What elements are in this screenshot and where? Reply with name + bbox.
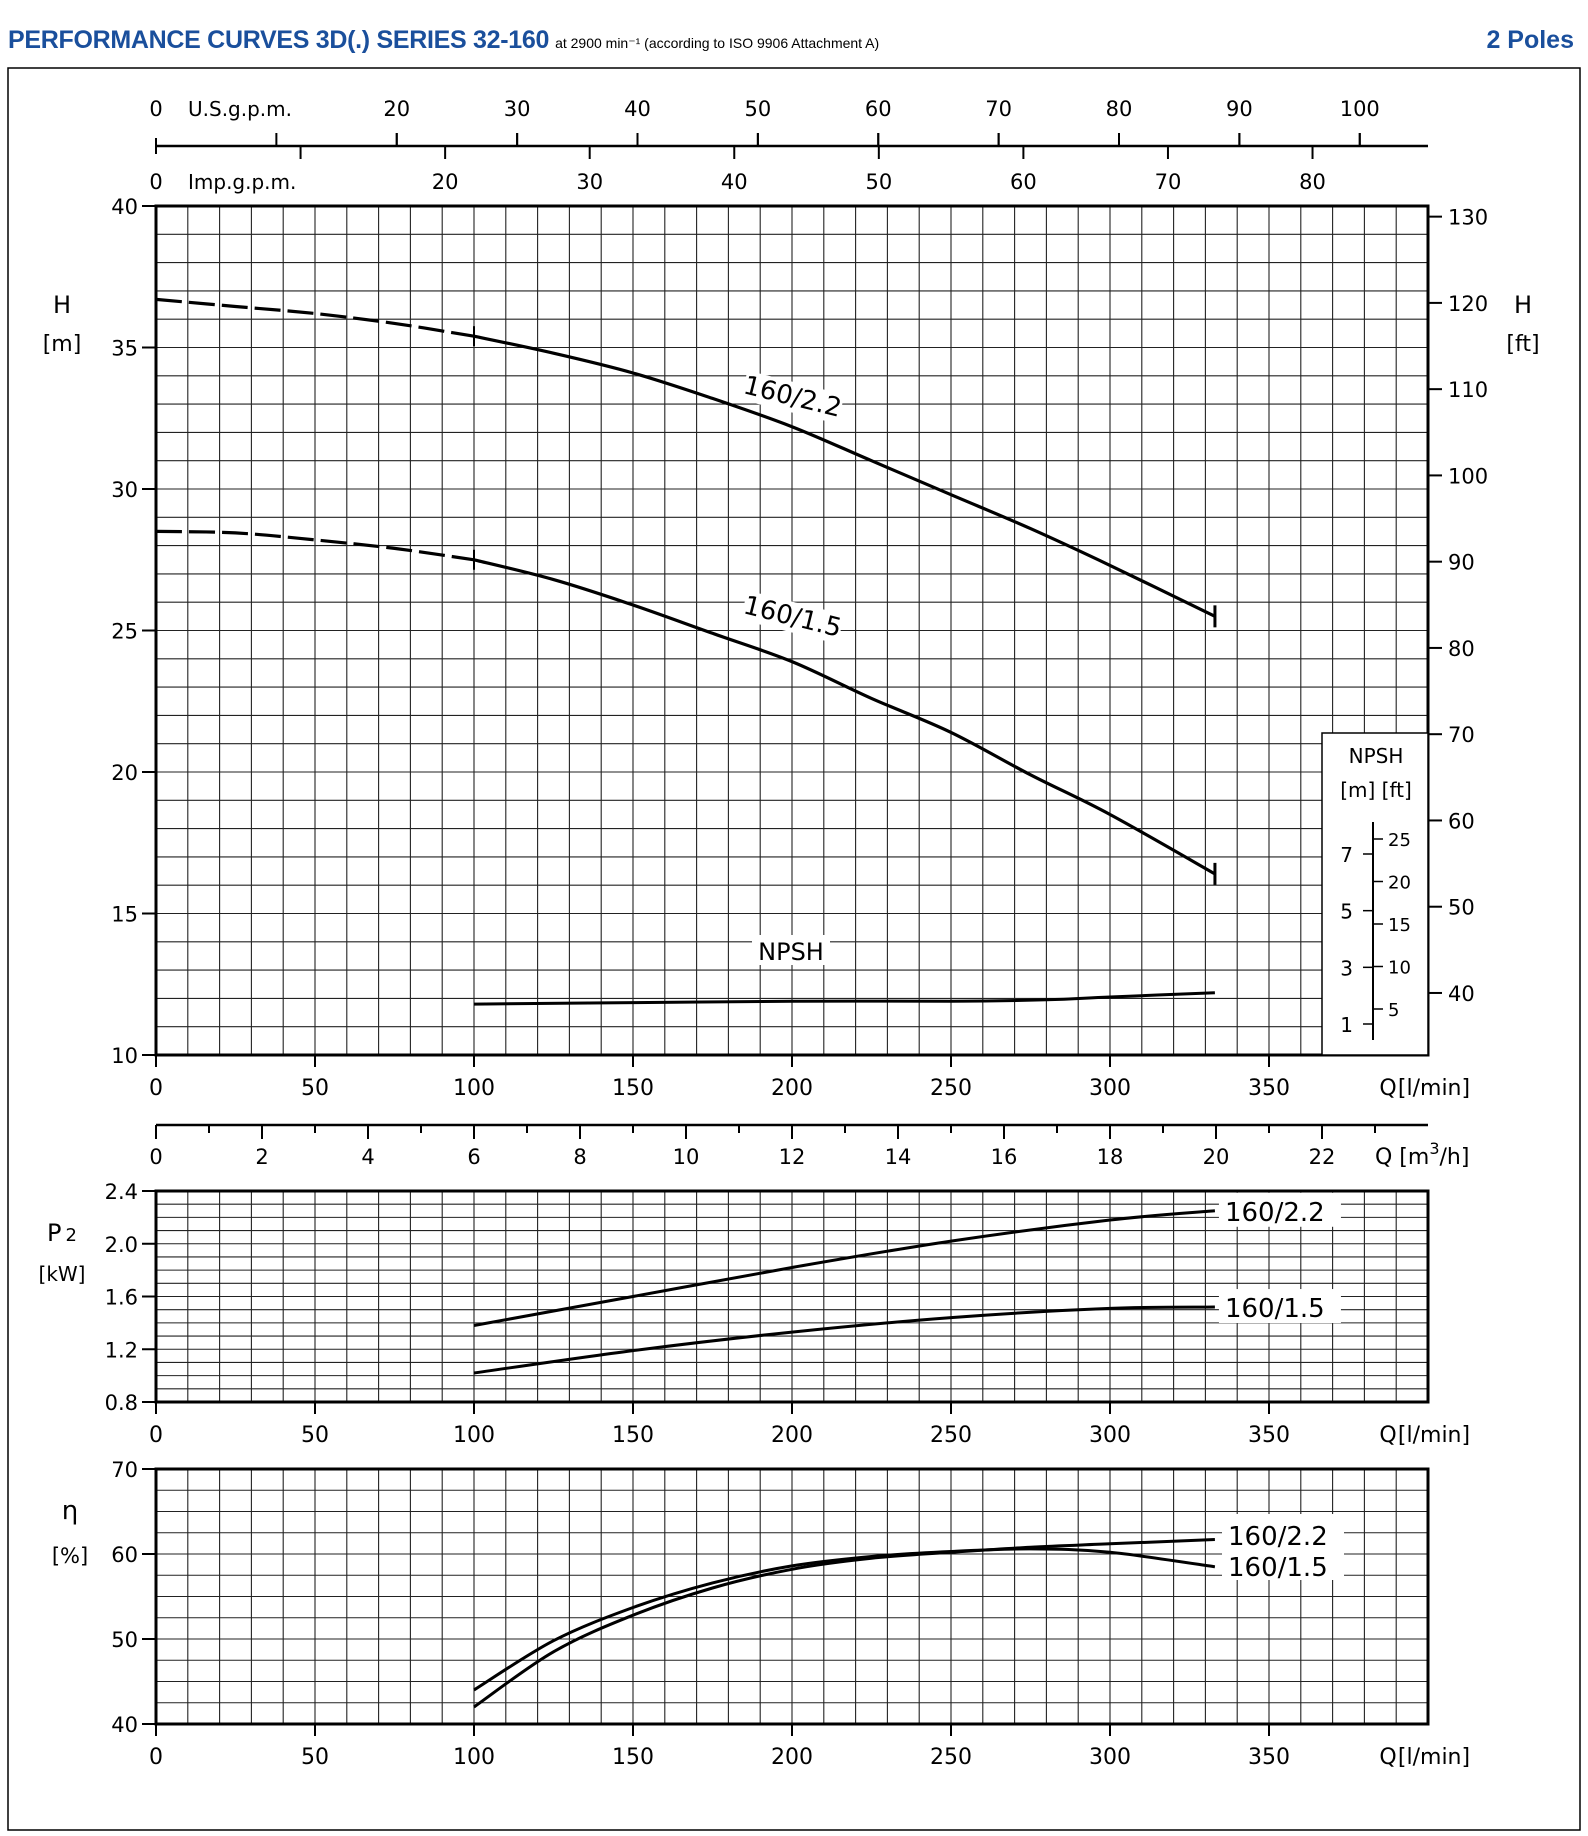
m3h-axis-label-tail: /h] — [1439, 1145, 1470, 1170]
efficiency-x-tick-label: 100 — [453, 1745, 495, 1770]
m3h-tick-label: 18 — [1096, 1145, 1124, 1169]
head-right-tick-label: 110 — [1448, 378, 1489, 403]
power-x-tick-label: 0 — [149, 1423, 163, 1448]
efficiency-x-tick-label: 0 — [149, 1745, 163, 1770]
head-right-tick-label: 80 — [1448, 636, 1475, 661]
head-right-tick-label: 100 — [1448, 464, 1489, 489]
usgpm-tick-label: 50 — [744, 97, 772, 121]
power-y-axis-label-sub: 2 — [65, 1225, 77, 1246]
m3h-tick-label: 22 — [1308, 1145, 1336, 1169]
impgpm-tick-label: 40 — [720, 170, 748, 194]
npsh-m-tick-label: 1 — [1340, 1013, 1353, 1037]
head-x-tick-label: 150 — [612, 1076, 654, 1101]
m3h-tick-label: 4 — [361, 1145, 375, 1169]
efficiency-y-axis-unit: [%] — [51, 1544, 89, 1568]
head-right-tick-label: 50 — [1448, 895, 1475, 920]
head-right-tick-label: 40 — [1448, 981, 1475, 1006]
impgpm-tick-label: 20 — [431, 170, 459, 194]
m3h-tick-label: 0 — [149, 1145, 163, 1169]
head-right-tick-label: 60 — [1448, 809, 1475, 834]
power-y-axis-label-base: P — [47, 1219, 62, 1247]
head-y-tick-label: 35 — [111, 336, 138, 361]
impgpm-tick-label: 60 — [1010, 170, 1037, 194]
power-x-tick-label: 200 — [771, 1423, 813, 1448]
impgpm-tick-label: 70 — [1154, 170, 1182, 194]
efficiency-curve-1 — [474, 1549, 1215, 1690]
head-right-axis-label: H — [1513, 291, 1533, 319]
head-right-tick-label: 120 — [1448, 291, 1489, 316]
power-x-axis-unit: [l/min] — [1397, 1423, 1471, 1448]
efficiency-y-tick-label: 50 — [111, 1628, 138, 1652]
power-y-tick-label: 1.2 — [104, 1338, 138, 1363]
npsh-legend-units: [m] [ft] — [1340, 778, 1412, 802]
efficiency-y-tick-label: 60 — [111, 1543, 138, 1567]
head-right-axis-unit: [ft] — [1506, 332, 1540, 357]
head-x-tick-label: 200 — [771, 1076, 813, 1101]
head-x-axis-unit: [l/min] — [1397, 1076, 1471, 1101]
head-right-tick-label: 70 — [1448, 723, 1475, 748]
usgpm-tick-label: 0 — [149, 97, 163, 121]
power-x-tick-label: 300 — [1089, 1423, 1131, 1448]
efficiency-y-axis-label: η — [61, 1496, 79, 1526]
m3h-tick-label: 20 — [1202, 1145, 1230, 1169]
power-y-tick-label: 1.6 — [104, 1285, 138, 1310]
head-y-tick-label: 20 — [111, 761, 138, 785]
efficiency-x-axis-label: Q — [1379, 1745, 1397, 1770]
npsh-m-tick-label: 3 — [1340, 956, 1353, 981]
npsh-ft-tick-label: 5 — [1388, 1000, 1400, 1021]
efficiency-y-tick-label: 70 — [111, 1458, 138, 1482]
head-x-tick-label: 100 — [453, 1076, 495, 1101]
m3h-tick-label: 10 — [672, 1145, 700, 1169]
efficiency-curve-label: 160/1.5 — [1228, 1553, 1328, 1583]
efficiency-x-tick-label: 150 — [612, 1745, 654, 1770]
efficiency-x-axis-unit: [l/min] — [1397, 1745, 1471, 1770]
power-x-tick-label: 50 — [301, 1423, 329, 1448]
efficiency-x-tick-label: 350 — [1248, 1745, 1290, 1770]
head-label-160-1_5: 160/1.5 — [740, 590, 845, 644]
chart-title: PERFORMANCE CURVES 3D(.) SERIES 32-160 — [8, 26, 550, 54]
usgpm-axis-label: U.S.g.p.m. — [188, 97, 292, 121]
power-curve-label: 160/1.5 — [1224, 1294, 1325, 1325]
power-x-tick-label: 100 — [453, 1423, 495, 1448]
head-y-tick-label: 30 — [111, 478, 138, 502]
power-curve-label: 160/2.2 — [1224, 1197, 1325, 1228]
npsh-m-tick-label: 5 — [1340, 899, 1353, 924]
efficiency-x-tick-label: 300 — [1089, 1745, 1131, 1770]
impgpm-tick-label: 50 — [865, 170, 893, 194]
efficiency-y-tick-label: 40 — [111, 1713, 138, 1737]
power-y-axis-label — [47, 1219, 77, 1247]
efficiency-x-tick-label: 250 — [930, 1745, 972, 1770]
head-x-tick-label: 350 — [1248, 1076, 1290, 1101]
m3h-tick-label: 12 — [778, 1145, 806, 1169]
head-y-tick-label: 40 — [111, 195, 138, 219]
m3h-tick-label: 14 — [884, 1145, 912, 1169]
head-y-tick-label: 15 — [111, 902, 138, 927]
usgpm-tick-label: 60 — [864, 97, 892, 121]
npsh-ft-tick-label: 25 — [1388, 830, 1411, 851]
m3h-tick-label: 6 — [467, 1145, 481, 1169]
power-x-tick-label: 150 — [612, 1423, 654, 1448]
power-x-axis-label: Q — [1379, 1423, 1397, 1448]
usgpm-tick-label: 40 — [624, 97, 651, 121]
head-x-tick-label: 300 — [1089, 1076, 1131, 1101]
head-curve-160-1_5-solid — [474, 560, 1215, 874]
chart-subtitle: at 2900 min⁻¹ (according to ISO 9906 Attachment A) — [555, 35, 880, 51]
head-x-tick-label: 50 — [301, 1076, 329, 1101]
usgpm-tick-label: 90 — [1226, 97, 1253, 121]
npsh-ft-tick-label: 10 — [1388, 957, 1411, 979]
m3h-axis-label-base: Q [m — [1375, 1145, 1430, 1170]
power-y-tick-label: 2.4 — [104, 1180, 138, 1204]
head-x-tick-label: 0 — [149, 1076, 163, 1101]
impgpm-tick-label: 80 — [1299, 170, 1326, 194]
power-y-tick-label: 0.8 — [104, 1391, 138, 1415]
usgpm-tick-label: 70 — [985, 97, 1012, 121]
head-y-axis-unit: [m] — [42, 332, 82, 357]
m3h-axis-label — [1375, 1139, 1469, 1170]
npsh-legend-title: NPSH — [1348, 744, 1404, 768]
usgpm-tick-label: 80 — [1105, 97, 1133, 121]
m3h-tick-label: 2 — [255, 1145, 269, 1169]
head-x-tick-label: 250 — [930, 1076, 972, 1101]
poles-label: 2 Poles — [1486, 26, 1574, 54]
efficiency-curve-label: 160/2.2 — [1228, 1522, 1328, 1552]
head-label-160-2_2: 160/2.2 — [740, 370, 845, 424]
power-x-tick-label: 250 — [930, 1423, 972, 1448]
head-y-tick-label: 25 — [111, 619, 138, 644]
power-y-tick-label: 2.0 — [104, 1232, 138, 1257]
usgpm-tick-label: 100 — [1339, 97, 1380, 121]
m3h-tick-label: 16 — [990, 1145, 1018, 1169]
m3h-axis-label-sup: 3 — [1429, 1139, 1440, 1158]
efficiency-x-tick-label: 50 — [301, 1745, 329, 1770]
head-x-axis-label: Q — [1379, 1076, 1397, 1101]
power-x-tick-label: 350 — [1248, 1423, 1290, 1448]
npsh-ft-tick-label: 15 — [1388, 915, 1411, 936]
usgpm-tick-label: 20 — [383, 97, 411, 121]
head-y-axis-label: H — [52, 291, 72, 319]
npsh-m-tick-label: 7 — [1340, 843, 1353, 867]
npsh-ft-tick-label: 20 — [1388, 872, 1411, 894]
impgpm-tick-label: 0 — [149, 170, 163, 194]
head-right-tick-label: 90 — [1448, 550, 1475, 575]
head-right-tick-label: 130 — [1448, 205, 1489, 230]
power-y-axis-unit: [kW] — [38, 1262, 86, 1286]
m3h-tick-label: 8 — [573, 1145, 587, 1169]
efficiency-x-tick-label: 200 — [771, 1745, 813, 1770]
impgpm-tick-label: 30 — [576, 170, 604, 194]
power-curve-1 — [474, 1307, 1215, 1373]
npsh-curve-label: NPSH — [758, 938, 824, 966]
usgpm-tick-label: 30 — [503, 97, 531, 121]
head-y-tick-label: 10 — [111, 1044, 138, 1068]
impgpm-axis-label: Imp.g.p.m. — [188, 170, 297, 194]
